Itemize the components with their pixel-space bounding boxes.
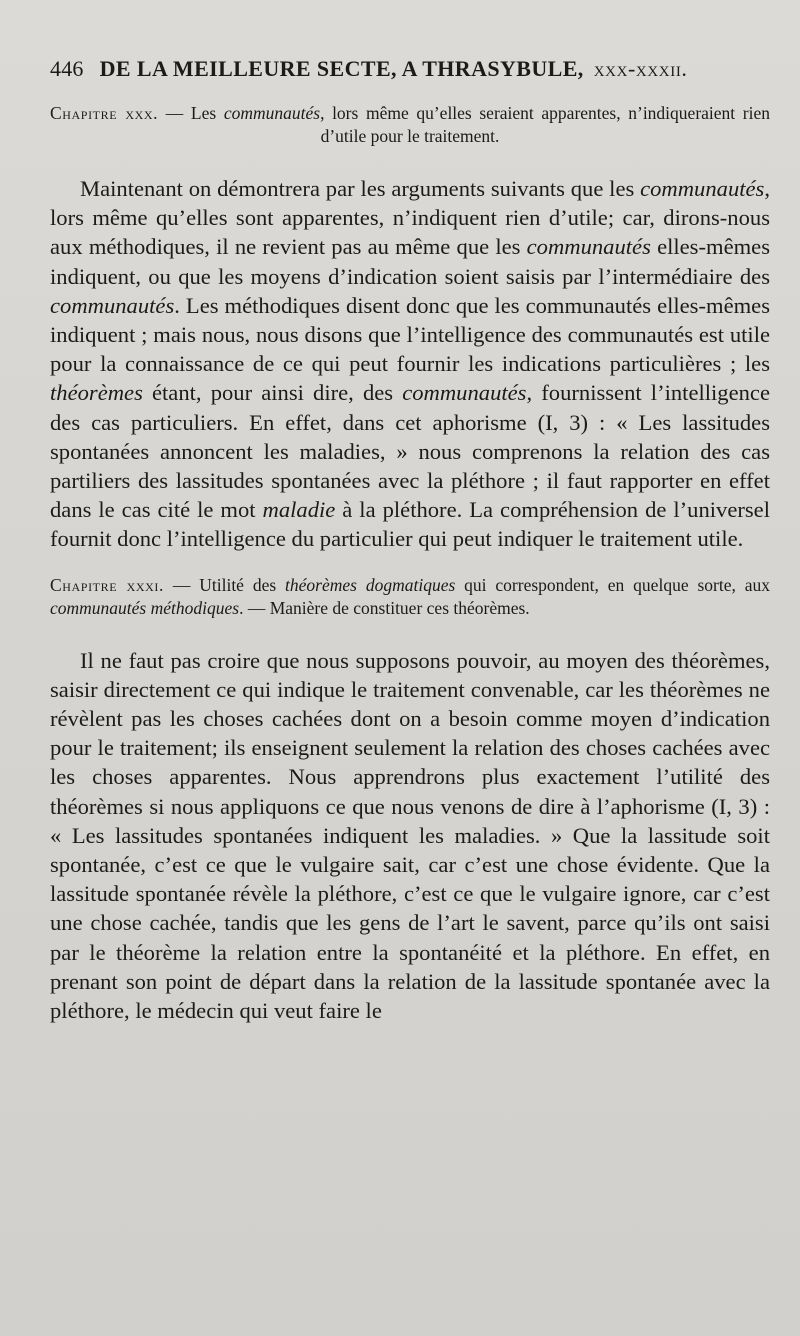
chapter-30-label: Chapitre xxx. <box>50 103 159 123</box>
chapter-31-text: qui correspondent, en quelque sorte, aux <box>455 574 770 595</box>
paragraph-1-italic: communautés <box>402 380 527 406</box>
paragraph-1-italic: communautés <box>640 176 765 201</box>
paragraph-1-italic: théorèmes <box>50 380 143 406</box>
chapter-31-text: . — Manière de constituer ces théorèmes. <box>239 597 530 618</box>
paragraph-2: Il ne faut pas croire que nous supposons pouvoir, au moyen des théorèmes, saisir directement ce qui indique le traitement convenable, car les théorèmes ne révèlent pas les choses cachées dont on a besoin comme moyen d’indication pour le traitement; ils enseignent seulement la relation des choses cachées avec les choses apparentes. Nous apprendrons plus exactement l’utilité des théorèmes si nous appliquons ce que nous venons de dire à l’aphorisme (I, 3) : « Les lassitudes spontanées indiquent les maladies. » Que la lassitude soit spontanée, c’est ce que le vulgaire sait, car c’est une chose évidente. Que la lassitude spontanée révèle la pléthore, c’est ce que le vulgaire ignore, car c’est une chose cachée, tandis que les gens de l’art le savent, parce qu’ils ont saisi par le théorème la relation entre la spontanéité et la pléthore. En effet, en prenant son point de départ dans la relation de la lassitude spontanée avec la pléthore, le médecin qui veut faire le <box>50 647 770 1024</box>
chapter-30-text: — Les <box>158 103 224 123</box>
chapter-30-summary <box>50 102 770 148</box>
paragraph-1-text: Maintenant on démontrera par les arguments suivants que les <box>80 176 641 201</box>
running-head <box>50 56 770 82</box>
chapter-30-term: communautés <box>223 103 321 123</box>
chapter-31-label: Chapitre xxxi. <box>50 574 164 595</box>
chapter-31-summary <box>50 574 770 620</box>
paragraph-1-text: à la pléthore. La compréhension de l’universel fournit donc l’intelligence du particulier qui peut indiquer le traitement utile. <box>50 497 770 552</box>
running-title: DE LA MEILLEURE SECTE, A THRASYBULE, <box>99 56 584 81</box>
chapter-31-italic: communautés méthodiques <box>50 597 240 618</box>
paragraph-1-italic: communautés <box>50 292 175 318</box>
chapter-range: xxx-xxxii. <box>593 56 688 81</box>
paragraph-1-italic: communautés <box>526 234 651 260</box>
paragraph-1-text: , fournissent l’intelligence des cas particuliers. En effet, dans cet aphorisme (I, 3) : « Les lassitudes spontanées annoncent les maladies, » nous comprenons la relation des cas partiliers des lassitudes spontanées avec la pléthore ; il faut rapporter en effet dans le cas cité le mot <box>50 380 770 523</box>
paragraph-1-text: étant, pour ainsi dire, des <box>142 380 403 406</box>
chapter-30-text-rest: , lors même qu’elles seraient apparentes, n’indiqueraient rien d’utile pour le traitement. <box>320 103 770 146</box>
paragraph-1 <box>50 174 770 554</box>
chapter-31-text: — Utilité des <box>163 574 286 595</box>
paragraph-1-text: , lors même qu’elles sont apparentes, n’indiquent rien d’utile; car, dirons-nous aux méthodiques, il ne revient pas au même que les <box>50 176 770 260</box>
page-number: 446 <box>50 56 84 81</box>
paragraph-1-text: . Les méthodiques disent donc que les communautés elles-mêmes indiquent ; mais nous, nous disons que l’intelligence des communautés est utile pour la connaissance de ce qui peut fournir les indications particulières ; les <box>50 292 770 377</box>
paragraph-1-text: elles-mêmes indiquent, ou que les moyens d’indication soient saisis par l’intermédiaire des <box>50 234 770 289</box>
chapter-31-italic: théorèmes dogmatiques <box>285 574 456 595</box>
paragraph-1-italic: maladie <box>262 497 336 523</box>
